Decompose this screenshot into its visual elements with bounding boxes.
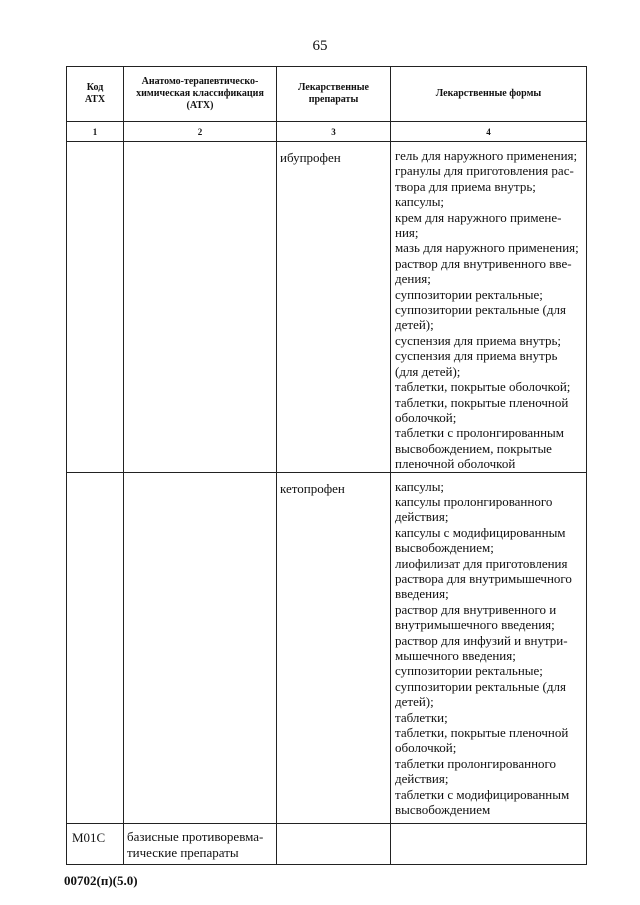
dosage-form-line: суппозитории ректальные; — [395, 286, 543, 302]
footer-document-code: 00702(п)(5.0) — [64, 873, 138, 888]
dosage-form-line: суппозитории ректальные (для — [395, 302, 566, 318]
drug-name-cell — [277, 472, 391, 823]
drug-name: кетопрофен — [280, 480, 345, 496]
dosage-form-line: капсулы с модифицированным — [395, 524, 566, 540]
dosage-form-line: действия; — [395, 509, 449, 525]
dosage-forms-list — [391, 142, 586, 472]
table-header-row — [67, 67, 587, 122]
column-number: 1 — [67, 122, 124, 142]
dosage-forms-cell — [391, 472, 587, 823]
column-number: 3 — [277, 122, 391, 142]
dosage-form-line: таблетки, покрытые пленочной — [395, 725, 569, 741]
drug-name-cell — [277, 142, 391, 473]
dosage-form-line: суппозитории ректальные (для — [395, 678, 566, 694]
dosage-form-line: таблетки пролонгированного — [395, 755, 557, 771]
dosage-form-line: внутримышечного введения; — [395, 617, 555, 633]
classification-cell — [124, 472, 277, 823]
dosage-form-line: раствор для инфузий и внутри- — [395, 632, 568, 648]
dosage-form-line: суппозитории ректальные; — [395, 663, 543, 679]
dosage-form-line: лиофилизат для приготовления — [395, 555, 568, 571]
table-row-m01c — [67, 823, 587, 864]
dosage-form-line: раствор для внутривенного вве- — [395, 255, 572, 271]
page-number: 65 — [312, 38, 328, 54]
dosage-form-line: таблетки; — [395, 709, 448, 725]
dosage-form-line: суспензия для приема внутрь; — [395, 332, 562, 348]
dosage-form-line: гранулы для приготовления рас- — [395, 163, 574, 179]
drug-name-cell — [277, 823, 391, 864]
dosage-form-line: таблетки, покрытые пленочной — [395, 394, 569, 410]
table-row-ketoprofen — [67, 472, 587, 823]
dosage-form-line: таблетки, покрытые оболочкой; — [395, 379, 571, 395]
dosage-form-line: капсулы; — [395, 478, 445, 494]
dosage-form-line: высвобождением; — [395, 540, 494, 556]
dosage-form-line: оболочкой; — [395, 409, 457, 425]
column-number: 4 — [391, 122, 587, 142]
dosage-form-line: (для детей); — [395, 363, 461, 379]
dosage-form-line: ния; — [395, 225, 419, 241]
drug-name: ибупрофен — [280, 150, 341, 165]
atx-classification: базисные противоревма- тические препараты — [127, 828, 264, 861]
dosage-form-line: таблетки с пролонгированным — [395, 425, 565, 441]
dosage-forms-cell — [391, 142, 587, 473]
dosage-form-line: раствор для внутривенного и — [395, 601, 557, 617]
header-drugs: Лекарственные препараты — [277, 67, 391, 122]
dosage-form-line: пленочной оболочкой — [395, 456, 516, 472]
dosage-form-line: действия; — [395, 771, 449, 787]
dosage-form-line: твора для приема внутрь; — [395, 178, 536, 194]
dosage-form-line: капсулы; — [395, 194, 445, 210]
atx-code-cell — [67, 142, 124, 473]
header-atx-code: Код АТХ — [67, 67, 124, 122]
atx-code-cell — [67, 823, 124, 864]
dosage-form-line: оболочкой; — [395, 740, 457, 756]
dosage-forms-cell — [391, 823, 587, 864]
classification-cell — [124, 823, 277, 864]
dosage-form-line: крем для наружного примене- — [395, 209, 562, 225]
classification-cell — [124, 142, 277, 473]
header-dosage-forms: Лекарственные формы — [391, 67, 587, 122]
dosage-form-line: детей); — [395, 694, 434, 710]
atx-code-cell — [67, 472, 124, 823]
atx-code: M01C — [72, 829, 106, 845]
column-number: 2 — [124, 122, 277, 142]
dosage-forms-list — [391, 473, 586, 818]
dosage-form-line: детей); — [395, 317, 434, 333]
dosage-form-line: гель для наружного применения; — [395, 148, 578, 163]
dosage-form-line: мазь для наружного применения; — [395, 240, 579, 256]
dosage-form-line: высвобождением, покрытые — [395, 440, 552, 456]
dosage-form-line: дения; — [395, 271, 431, 287]
dosage-form-line: раствора для внутримышечного — [395, 570, 572, 586]
dosage-form-line: мышечного введения; — [395, 648, 516, 663]
dosage-form-line: таблетки с модифицированным — [395, 786, 570, 802]
table-row-ibuprofen — [67, 142, 587, 473]
header-atx-classification: Анатомо-терапевтическо- химическая классификация (АТХ) — [124, 67, 277, 122]
dosage-form-line: суспензия для приема внутрь — [395, 348, 558, 364]
dosage-form-line: введения; — [395, 586, 449, 602]
column-number-row — [67, 122, 587, 142]
dosage-form-line: высвобождением — [395, 802, 491, 818]
atx-table — [66, 66, 587, 865]
dosage-form-line: капсулы пролонгированного — [395, 493, 553, 509]
